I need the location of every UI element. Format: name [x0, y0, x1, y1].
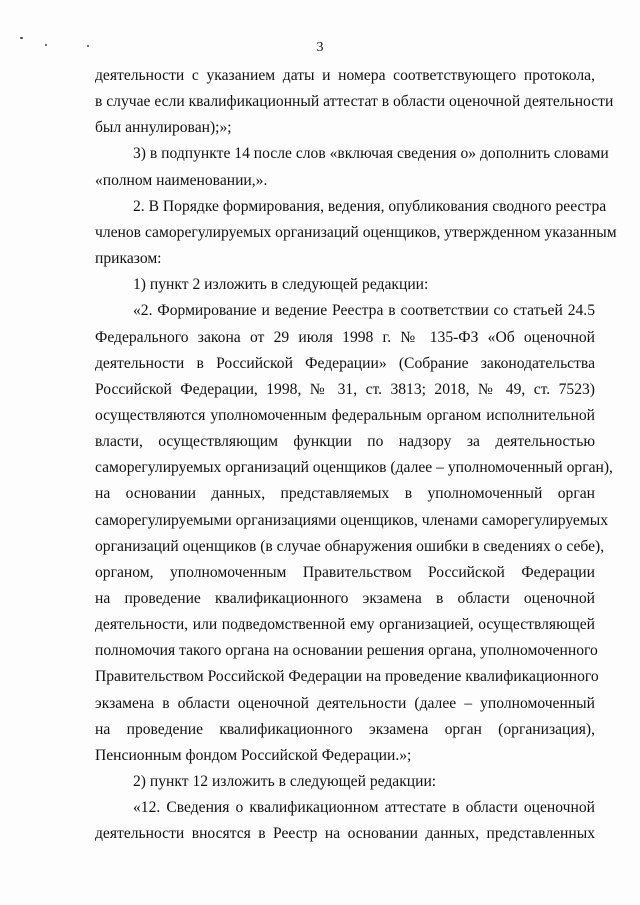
- text-line: 2. В Порядке формирования, ведения, опубликования сводного реестра: [133, 197, 607, 215]
- text-line: саморегулируемыми организациями оценщиков, членами саморегулируемых: [95, 511, 608, 529]
- text-line: деятельности в Российской Федерации» (Собрание законодательства: [95, 354, 595, 372]
- text-line: приказом:: [95, 250, 162, 267]
- text-line: Правительством Российской Федерации на проведение квалификационного: [95, 668, 599, 686]
- text-line: осуществляются уполномоченным федеральным органом исполнительной: [95, 406, 595, 424]
- text-line: органом, уполномоченным Правительством Российской Федерации: [95, 563, 595, 581]
- text-line: был аннулирован);»;: [95, 119, 232, 137]
- text-line: Российской Федерации, 1998, № 31, ст. 3813; 2018, № 49, ст. 7523): [95, 380, 595, 398]
- text-line: деятельности вносятся в Реестр на основании данных, представленных: [95, 825, 595, 843]
- text-line: «2. Формирование и ведение Реестра в соответствии со статьей 24.5: [133, 302, 595, 320]
- text-line: «полном наименовании,».: [95, 171, 268, 189]
- text-line: в случае если квалификационный аттестат в области оценочной деятельности: [95, 93, 614, 111]
- text-line: «12. Сведения о квалификационном аттестате в области оценочной: [133, 799, 595, 817]
- text-line: 1) пункт 2 изложить в следующей редакции:: [133, 276, 429, 294]
- text-line: членов саморегулируемых организаций оценщиков, утвержденном указанным: [95, 223, 617, 241]
- text-line: на основании данных, представляемых в уполномоченный орган: [95, 485, 595, 503]
- text-line: полномочия такого органа на основании решения органа, уполномоченного: [95, 642, 598, 660]
- text-line: экзамена в области оценочной деятельности (далее – уполномоченный: [95, 694, 595, 712]
- text-line: 3) в подпункте 14 после слов «включая сведения о» дополнить словами: [133, 145, 609, 163]
- text-line: на проведение квалификационного экзамена в области оценочной: [95, 590, 595, 607]
- text-line: на проведение квалификационного экзамена орган (организация),: [95, 720, 595, 738]
- text-line: Федерального закона от 29 июля 1998 г. № 135-ФЗ «Об оценочной: [95, 328, 595, 346]
- text-line: деятельности, или подведомственной ему организацией, осуществляющей: [95, 616, 595, 634]
- page-number: 3: [316, 40, 324, 55]
- text-line: Пенсионным фондом Российской Федерации.»;: [95, 746, 412, 764]
- text-line: 2) пункт 12 изложить в следующей редакции:: [133, 773, 437, 790]
- text-line: организаций оценщиков (в случае обнаружения ошибки в сведениях о себе),: [95, 537, 605, 555]
- scan-speck: [20, 37, 23, 39]
- text-line: саморегулируемых организаций оценщиков (далее – уполномоченный орган),: [95, 459, 613, 477]
- text-line: власти, осуществляющим функции по надзору за деятельностью: [95, 433, 595, 451]
- text-line: деятельности с указанием даты и номера соответствующего протокола,: [95, 67, 595, 84]
